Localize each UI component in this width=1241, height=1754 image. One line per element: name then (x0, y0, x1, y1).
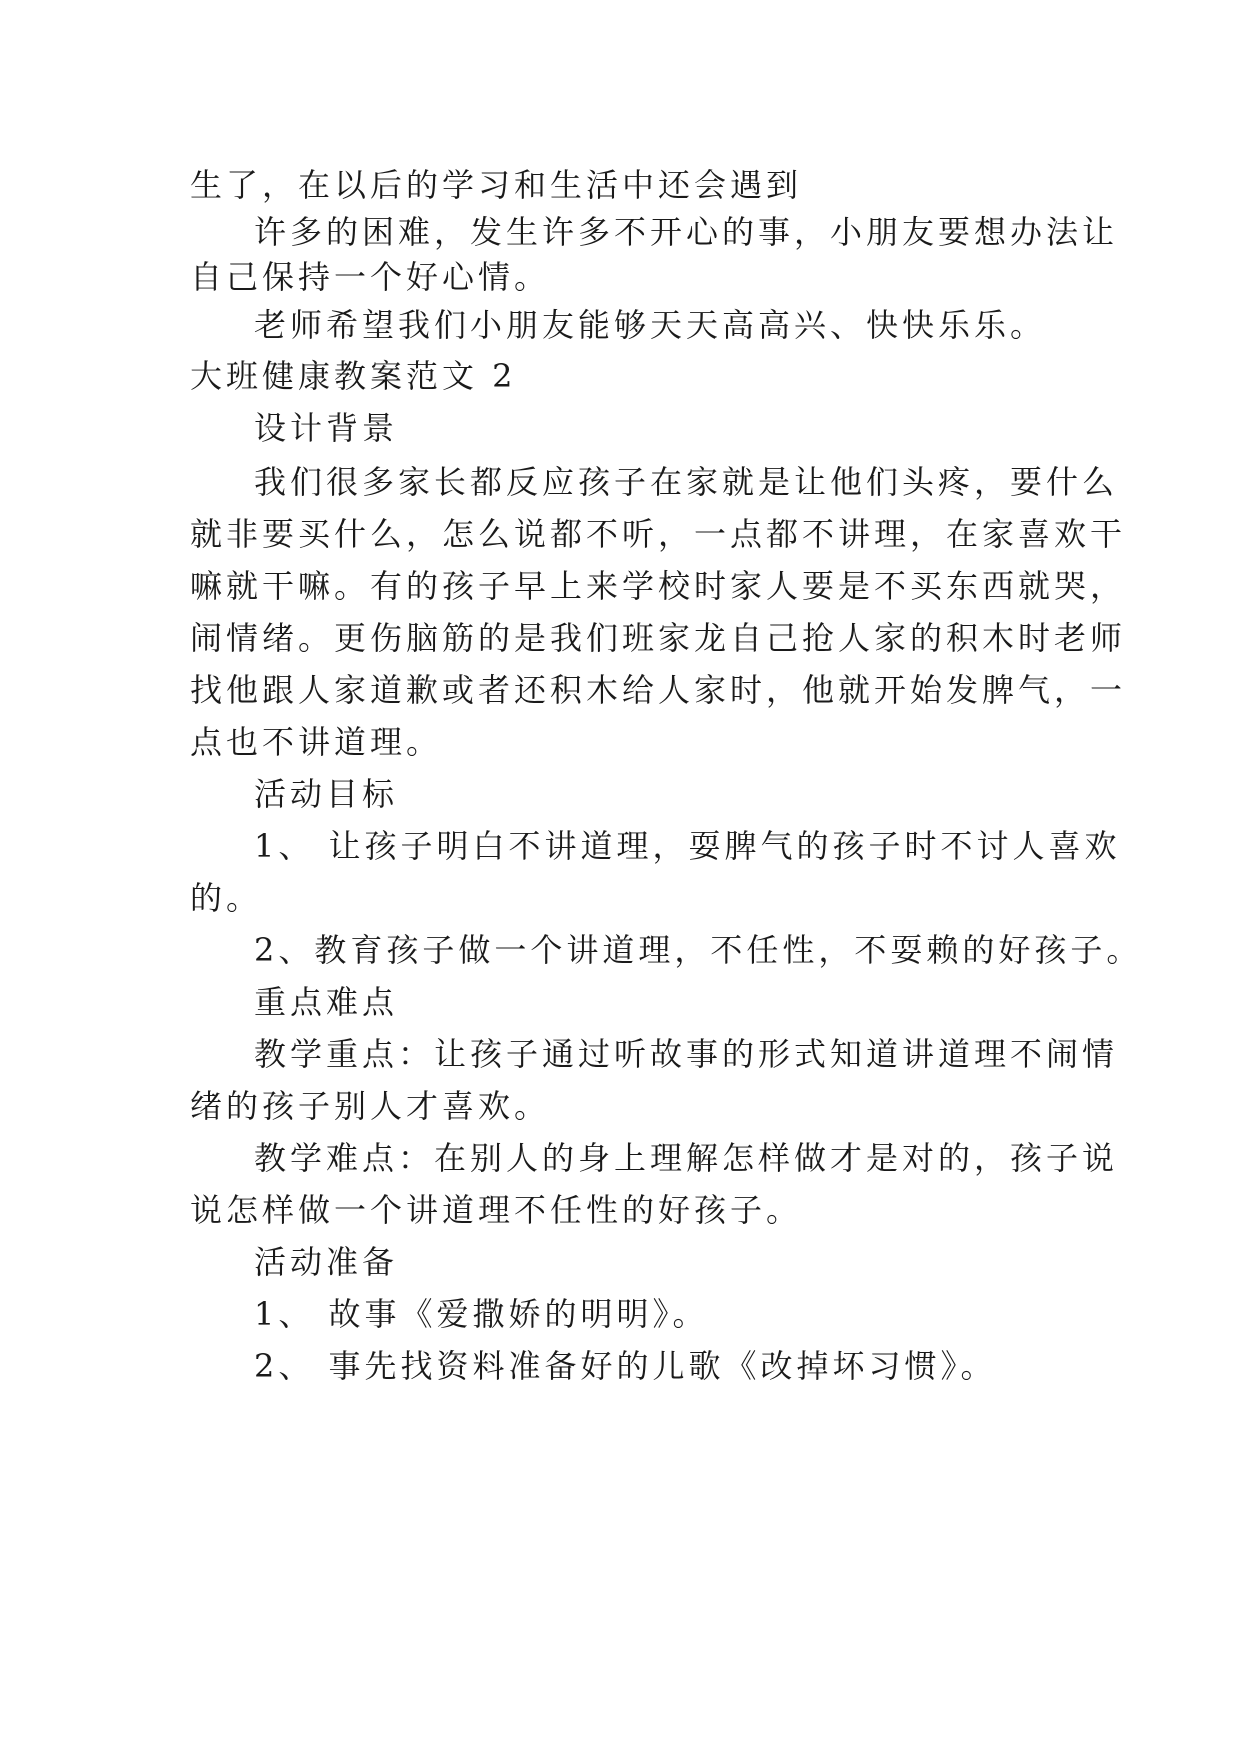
subheading-key-points: 重点难点 (254, 983, 399, 1021)
goal-item-1-cont: 的。 (190, 879, 263, 917)
subheading-preparation: 活动准备 (254, 1243, 399, 1281)
text-line-9: 嘛就干嘛。有的孩子早上来学校时家人要是不买东西就哭， (190, 567, 1127, 605)
text-line-7: 我们很多家长都反应孩子在家就是让他们头疼，要什么 (254, 463, 1119, 501)
prep-item-2: 2、 事先找资料准备好的儿歌《改掉坏习惯》。 (254, 1347, 997, 1385)
text-line-10: 闹情绪。更伤脑筋的是我们班家龙自己抢人家的积木时老师 (190, 619, 1127, 657)
text-line-3: 自己保持一个好心情。 (190, 258, 551, 296)
subheading-background: 设计背景 (254, 409, 399, 447)
text-line-20: 教学难点：在别人的身上理解怎样做才是对的，孩子说 (254, 1139, 1119, 1177)
text-line-11: 找他跟人家道歉或者还积木给人家时，他就开始发脾气，一 (190, 671, 1127, 709)
section-heading: 大班健康教案范文 2 (190, 357, 517, 395)
goal-item-1: 1、 让孩子明白不讲道理，耍脾气的孩子时不讨人喜欢 (254, 827, 1121, 865)
text-line-12: 点也不讲道理。 (190, 723, 443, 761)
subheading-goals: 活动目标 (254, 775, 399, 813)
text-line-21: 说怎样做一个讲道理不任性的好孩子。 (190, 1191, 803, 1229)
text-line-1: 生了，在以后的学习和生活中还会遇到 (190, 166, 803, 204)
text-line-19: 绪的孩子别人才喜欢。 (190, 1087, 551, 1125)
text-line-18: 教学重点：让孩子通过听故事的形式知道讲道理不闹情 (254, 1035, 1119, 1073)
text-line-8: 就非要买什么，怎么说都不听，一点都不讲理，在家喜欢干 (190, 515, 1127, 553)
goal-item-2: 2、教育孩子做一个讲道理，不任性，不耍赖的好孩子。 (254, 931, 1143, 969)
prep-item-1: 1、 故事《爱撒娇的明明》。 (254, 1295, 709, 1333)
text-line-2: 许多的困难，发生许多不开心的事，小朋友要想办法让 (254, 213, 1119, 251)
text-line-4: 老师希望我们小朋友能够天天高高兴、快快乐乐。 (254, 306, 1047, 344)
